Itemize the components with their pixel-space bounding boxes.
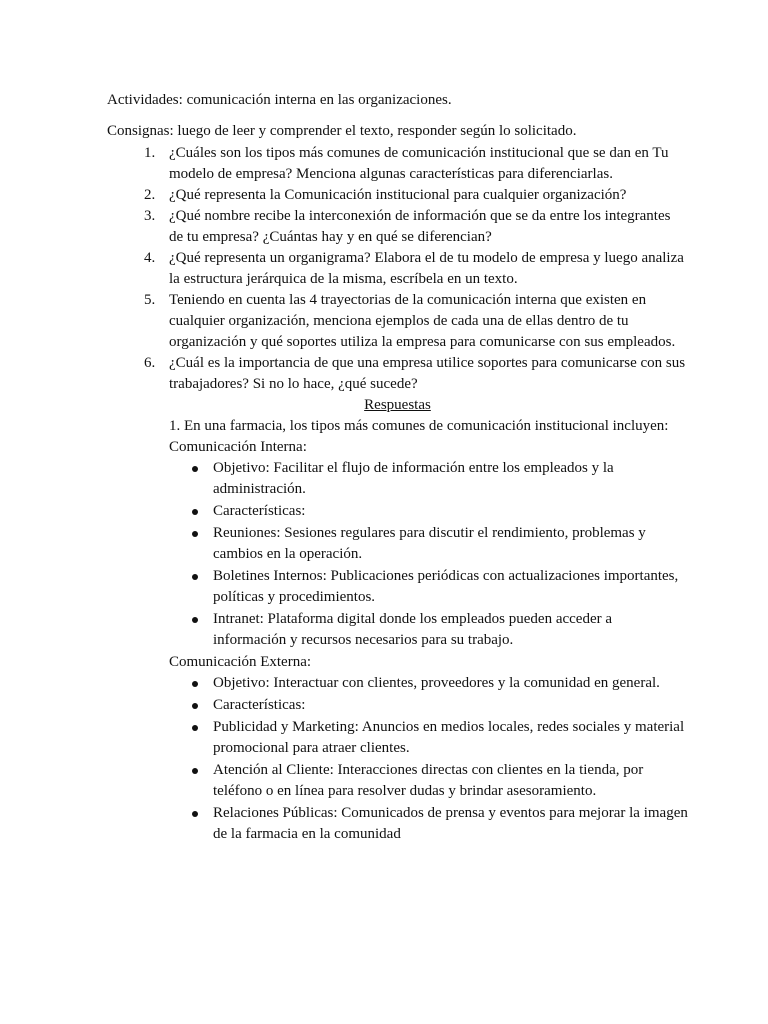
- list-item-text: Objetivo: Facilitar el flujo de información entre los empleados y la administración.: [213, 460, 614, 497]
- question-number: 6.: [144, 355, 156, 371]
- bullet-icon: [192, 703, 198, 709]
- question-item: [144, 185, 688, 206]
- activities-title: Actividades: comunicación interna en las organizaciones.: [107, 92, 452, 108]
- bullet-icon: [192, 466, 198, 472]
- instructions-line: Consignas: luego de leer y comprender el texto, responder según lo solicitado.: [107, 123, 577, 139]
- question-text: ¿Qué representa un organigrama? Elabora el de tu modelo de empresa y luego analiza la estructura jerárquica de la misma, escríbela en un texto.: [169, 250, 684, 287]
- list-item-text: Intranet: Plataforma digital donde los empleados pueden acceder a información y recursos necesarios para su trabajo.: [213, 611, 613, 648]
- questions-list: [107, 143, 688, 395]
- list-item-text: Publicidad y Marketing: Anuncios en medios locales, redes sociales y material promocional para atraer clientes.: [213, 719, 685, 756]
- question-number: 1.: [144, 145, 156, 161]
- question-number: 3.: [144, 208, 156, 224]
- list-item-text: Objetivo: Interactuar con clientes, proveedores y la comunidad en general.: [213, 675, 660, 691]
- list-item: [213, 673, 688, 694]
- question-text: ¿Qué nombre recibe la interconexión de información que se da entre los integrantes de tu empresa? ¿Cuántas hay y en qué se diferencian?: [169, 208, 671, 245]
- bullet-icon: [192, 681, 198, 687]
- internal-communication-list: [169, 458, 688, 651]
- bullet-icon: [192, 531, 198, 537]
- list-item: [213, 609, 688, 651]
- internal-communication-heading: Comunicación Interna:: [169, 439, 307, 455]
- question-item: [144, 353, 688, 395]
- answers-section: [107, 416, 688, 845]
- question-item: [144, 248, 688, 290]
- answers-title: Respuestas: [364, 397, 431, 413]
- external-communication-list: [169, 673, 688, 845]
- question-number: 5.: [144, 292, 156, 308]
- question-number: 2.: [144, 187, 156, 203]
- list-item-text: Reuniones: Sesiones regulares para discutir el rendimiento, problemas y cambios en la operación.: [213, 525, 646, 562]
- bullet-icon: [192, 617, 198, 623]
- list-item: [213, 458, 688, 500]
- list-item: [213, 695, 688, 716]
- bullet-icon: [192, 768, 198, 774]
- bullet-icon: [192, 574, 198, 580]
- question-item: [144, 206, 688, 248]
- list-item: [213, 566, 688, 608]
- list-item: [213, 523, 688, 565]
- question-item: [144, 290, 688, 353]
- question-text: ¿Qué representa la Comunicación institucional para cualquier organización?: [169, 187, 627, 203]
- bullet-icon: [192, 509, 198, 515]
- bullet-icon: [192, 725, 198, 731]
- question-text: ¿Cuál es la importancia de que una empresa utilice soportes para comunicarse con sus trabajadores? Si no lo hace, ¿qué sucede?: [169, 355, 686, 392]
- external-communication-heading: Comunicación Externa:: [169, 654, 312, 670]
- list-item-text: Relaciones Públicas: Comunicados de prensa y eventos para mejorar la imagen de la farmacia en la comunidad: [213, 805, 688, 842]
- list-item: [213, 803, 688, 845]
- list-item: [213, 717, 688, 759]
- question-number: 4.: [144, 250, 156, 266]
- bullet-icon: [192, 811, 198, 817]
- list-item: [213, 760, 688, 802]
- question-item: [144, 143, 688, 185]
- list-item-text: Atención al Cliente: Interacciones directas con clientes en la tienda, por teléfono o en línea para resolver dudas y brindar asesoramiento.: [213, 762, 644, 799]
- list-item-text: Boletines Internos: Publicaciones periódicas con actualizaciones importantes, políticas y procedimientos.: [213, 568, 679, 605]
- question-text: ¿Cuáles son los tipos más comunes de comunicación institucional que se dan en Tu modelo de empresa? Menciona algunas características para diferenciarlas.: [169, 145, 669, 182]
- list-item-text: Características:: [213, 697, 306, 713]
- question-text: Teniendo en cuenta las 4 trayectorias de la comunicación interna que existen en cualquier organización, menciona ejemplos de cada una de ellas dentro de tu organización y qué soportes utiliza la empresa para comunicarse con sus empleados.: [169, 292, 676, 350]
- list-item: [213, 501, 688, 522]
- answer-intro: 1. En una farmacia, los tipos más comunes de comunicación institucional incluyen:: [169, 418, 669, 434]
- list-item-text: Características:: [213, 503, 306, 519]
